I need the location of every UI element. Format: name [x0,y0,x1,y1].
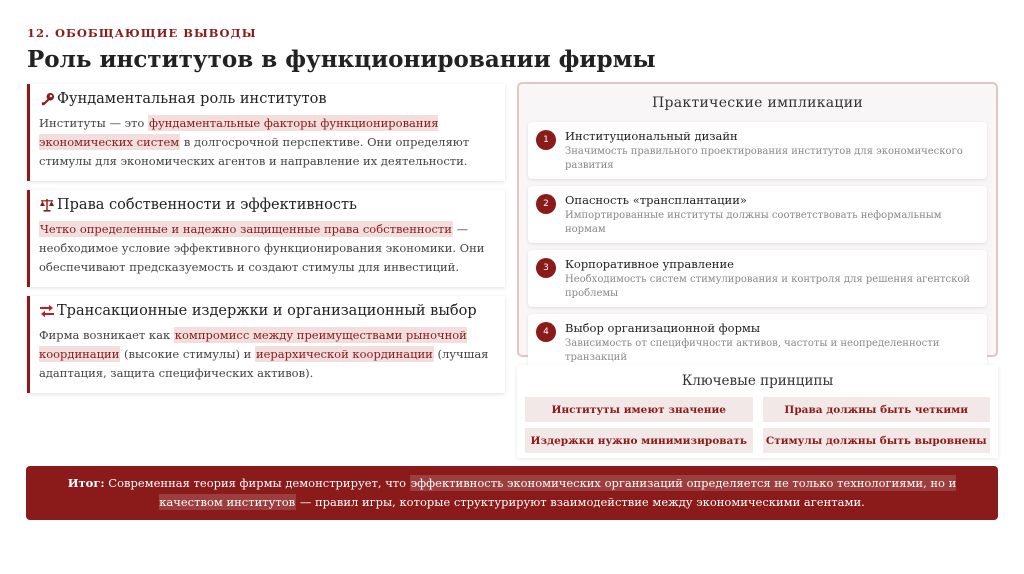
key-icon [39,91,55,107]
implication-name: Выбор организационной формы [565,321,761,335]
implication-text [565,321,979,365]
implications-panel [517,82,998,363]
implication-name: Опасность «трансплантации» [565,193,747,207]
principle-tag: Стимулы должны быть выровнены [763,428,991,453]
implication-name: Корпоративное управление [565,257,734,271]
text-run: — правил игры, которые структурируют взаимодействие между экономическими агентами. [296,495,865,509]
text-run: (лучшая адаптация, защита специфических активов). [39,347,489,380]
principles-grid [525,397,990,453]
implication-item [528,314,987,371]
page-title: Роль институтов в функционировании фирмы [27,46,656,73]
highlight: фундаментальные факторы функционирования экономических систем [39,116,439,149]
summary-highlight: эффективность экономических организаций определяется не только технологиями, но и качеством институтов [159,476,957,509]
section-kicker: 12. ОБОБЩАЮЩИЕ ВЫВОДЫ [27,26,257,40]
implication-text [565,129,979,173]
principle-tag: Издержки нужно минимизировать [525,428,753,453]
principle-tag: Институты имеют значение [525,397,753,422]
principles-title: Ключевые принципы [681,373,834,389]
text-run: — необходимое условие эффективного функционирования экономики. Они обеспечивают предсказуемость и создают стимулы для инвестиций. [39,222,485,274]
scales-icon [39,197,55,213]
principles-panel [517,365,998,458]
highlight: иерархической координации [255,347,433,361]
left-column [27,84,505,402]
summary-label: Итог: [67,476,105,490]
card-title: Фундаментальная роль институтов [57,91,327,107]
implications-title: Практические импликации [652,95,863,111]
implication-item [528,250,987,307]
text-run: в долгосрочной перспективе. Они определяют стимулы для экономических агентов и направление их деятельности. [39,135,470,168]
implication-desc: Импортированные институты должны соответствовать неформальным нормам [565,210,942,235]
implication-name: Институциональный дизайн [565,129,738,143]
card-transaction-costs [27,296,505,393]
implication-desc: Необходимость систем стимулирования и контроля для решения агентской проблемы [565,274,971,299]
text-run: Современная теория фирмы демонстрирует, что [104,476,410,490]
principle-tag: Права должны быть четкими [763,397,991,422]
implication-desc: Зависимость от специфичности активов, частоты и неопределенности транзакций [565,338,940,363]
implication-desc: Значимость правильного проектирования институтов для экономического развития [565,146,963,171]
number-badge: 3 [536,258,556,278]
card-institutions [27,84,505,181]
number-badge: 4 [536,322,556,342]
highlight: компромисс между преимуществами рыночной координации [39,328,467,361]
number-badge: 2 [536,194,556,214]
text-run: (высокие стимулы) и [120,347,255,361]
exchange-arrows-icon [39,303,55,319]
text-run: Институты — это [39,116,148,130]
card-property-rights [27,190,505,287]
card-title: Трансакционные издержки и организационный выбор [57,303,477,319]
card-header [39,91,495,107]
implication-item [528,122,987,179]
card-header [39,197,495,213]
implication-item [528,186,987,243]
implication-text [565,257,979,301]
card-title: Права собственности и эффективность [57,197,357,213]
highlight: Четко определенные и надежно защищенные права собственности [40,222,452,236]
number-badge: 1 [536,130,556,150]
summary-banner [26,466,998,520]
card-header [39,303,495,319]
text-run: Фирма возникает как [39,328,174,342]
implication-text [565,193,979,237]
card-text [39,114,495,171]
card-text [39,326,495,383]
card-text [39,220,495,277]
